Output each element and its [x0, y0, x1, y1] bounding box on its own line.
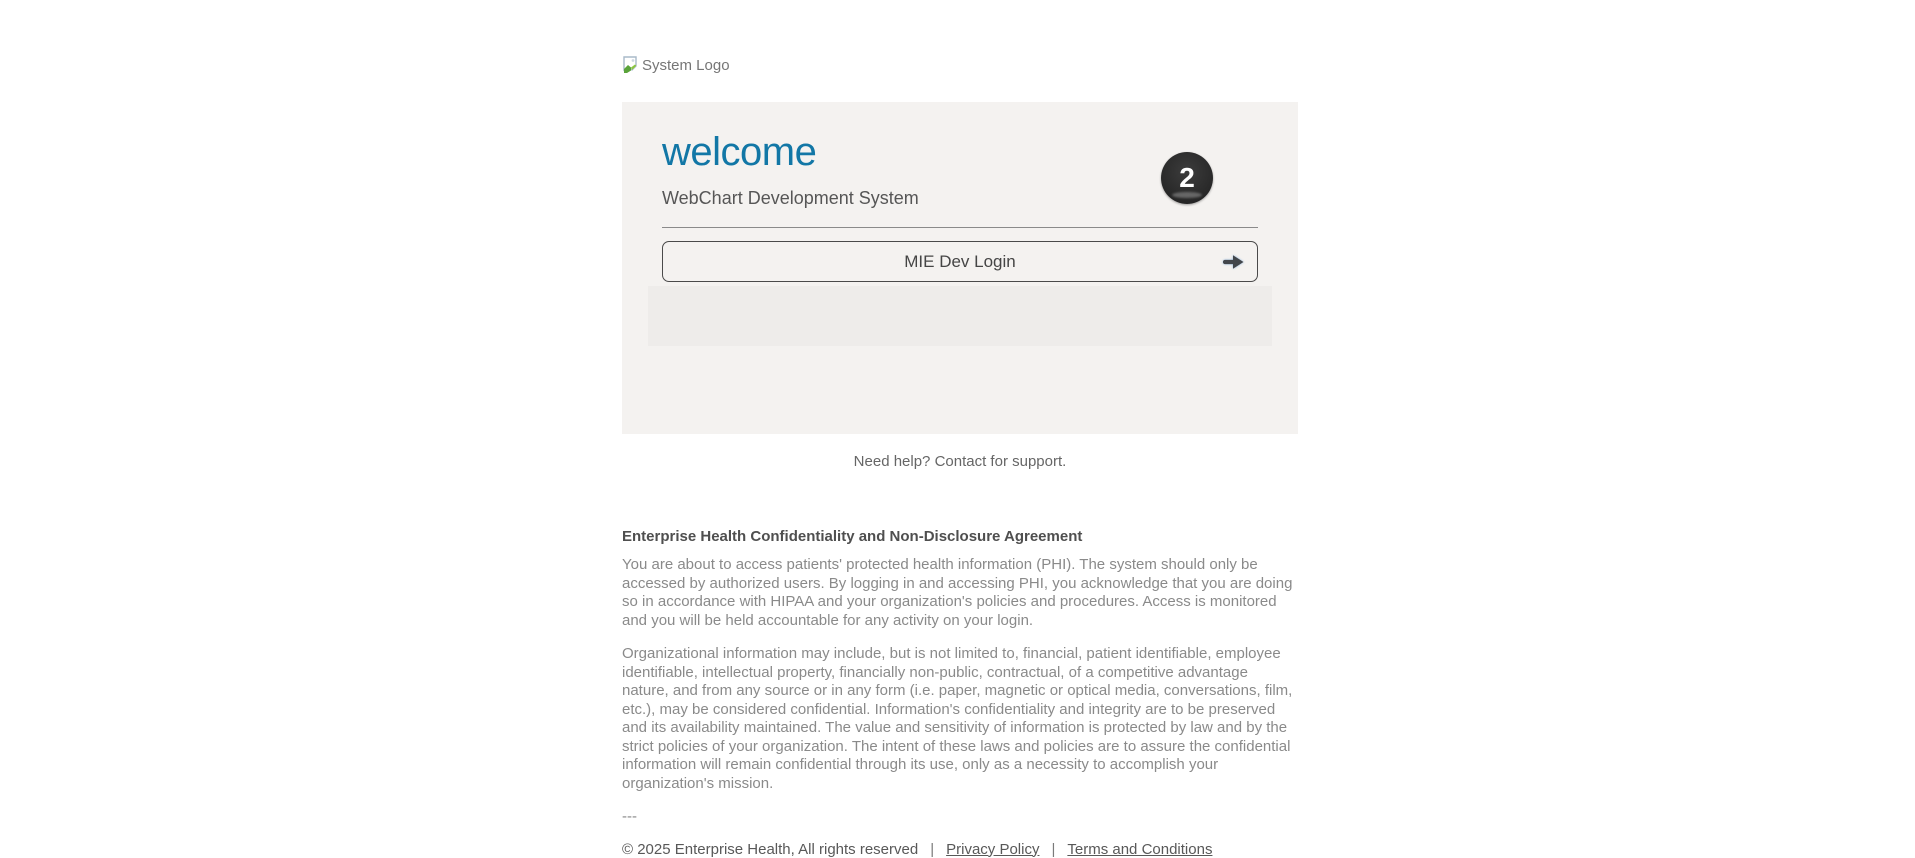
- broken-image-icon: [622, 56, 640, 74]
- copyright-text: © 2025 Enterprise Health, All rights reserved: [622, 840, 919, 858]
- content-column: [622, 0, 1298, 858]
- card-inner-panel: [648, 286, 1272, 346]
- logo-alt-text: System Logo: [642, 56, 730, 74]
- system-name-subtitle: WebChart Development System: [662, 188, 919, 208]
- system-logo: [622, 56, 1298, 74]
- welcome-heading: welcome: [662, 130, 817, 174]
- help-text: Need help? Contact for support.: [853, 453, 1067, 470]
- privacy-policy-link[interactable]: Privacy Policy: [946, 840, 1040, 858]
- login-button-label: MIE Dev Login: [904, 251, 1016, 271]
- step-badge: [1161, 152, 1213, 204]
- arrow-right-icon: [1223, 254, 1245, 270]
- login-card: [622, 102, 1298, 434]
- page-footer: [622, 841, 1298, 858]
- agreement-heading: Enterprise Health Confidentiality and Non-Disclosure Agreement: [622, 528, 1083, 545]
- card-divider: [662, 227, 1258, 228]
- agreement-paragraph-2: Organizational information may include, but is not limited to, financial, patient identifiable, employee identifiable, intellectual property, financially non-public, contractual, of a competitive advantage nature, and from any source or in any form (i.e. paper, magnetic or optical media, conversations, film, etc.), may be considered confidential. Information's confidentiality and integrity are to be preserved and its availability maintained. The value and sensitivity of information is protected by law and by the strict policies of your organization. The intent of these laws and policies are to assure the confidential information will remain confidential through its use, only as a necessity to accomplish your organization's mission.: [622, 645, 1293, 792]
- footer-separator: |: [930, 840, 935, 858]
- mie-dev-login-button[interactable]: [662, 241, 1258, 282]
- confidentiality-agreement: [622, 528, 1298, 827]
- agreement-paragraph-1: You are about to access patients' protected health information (PHI). The system should only be accessed by authorized users. By logging in and accessing PHI, you acknowledge that you are doing so in accordance with HIPAA and your organization's policies and procedures. Access is monitored and you will be held accountable for any activity on your login.: [622, 556, 1293, 629]
- step-badge-number: 2: [1179, 162, 1195, 193]
- footer-separator: |: [1051, 840, 1056, 858]
- agreement-end-dashes: ---: [622, 808, 637, 825]
- terms-and-conditions-link[interactable]: Terms and Conditions: [1067, 840, 1213, 858]
